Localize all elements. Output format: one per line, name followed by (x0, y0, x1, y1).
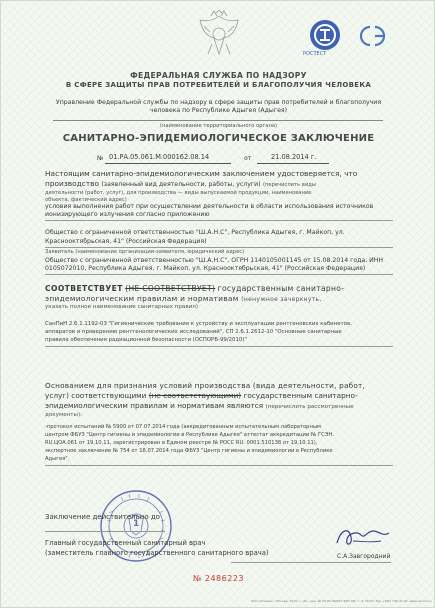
basis-conform: услуг) соответствующими (45, 391, 147, 400)
agency-line-2: В СФЕРЕ ЗАЩИТЫ ПРАВ ПОТРЕБИТЕЛЕЙ И БЛАГОПОЛУЧИЯ ЧЕЛОВЕКА (65, 81, 372, 89)
emblem-icon (194, 10, 244, 62)
compliance-rest-1: государственным санитарно- (217, 284, 345, 293)
validity-label: Заключение действительно до (45, 513, 160, 521)
applicant-caption: Заявитель (наименование организации-заявителя, юридический адрес) (45, 249, 245, 255)
se-icon (353, 23, 393, 49)
intro-line-2 (45, 179, 316, 188)
signer-name: С.А.Завгородний (337, 553, 391, 560)
serial-number: № 2486223 (193, 574, 244, 583)
intro-line-6: ионизирующего излучения согласно приложению (45, 211, 210, 218)
applicant-line-4: 0105072010, Республика Адыгея, г. Майкоп, ул. Краснооктябрьская, 41" (Российская Федерация) (45, 265, 366, 272)
protocol-line-3: RU.ЦОА.061 от 19.10.11, зарегистрирован в Едином реестре № РОСС RU. 0001.510138 от 19.10.11), (45, 440, 318, 446)
protocol-line-1: -протокол испытаний № 5900 от 07.07.2014 года (аккредитованным испытательным лабораторным (45, 424, 321, 430)
basis-line-1: Основанием для признания условий производства (вида деятельности, работ, (45, 381, 365, 390)
basis-rules: эпидемиологическим правилам и нормативам являются (45, 401, 264, 410)
rules-line-3: правила обеспечения радиационной безопасности (ОСПОРБ-99/2010)" (45, 337, 247, 343)
basis-note: (перечислить рассмотренные (265, 404, 354, 410)
document-title: САНИТАРНО-ЭПИДЕМИОЛОГИЧЕСКОЕ ЗАКЛЮЧЕНИЕ (62, 133, 375, 144)
agency-line-1: ФЕДЕРАЛЬНАЯ СЛУЖБА ПО НАДЗОРУ (130, 71, 307, 80)
intro-line-5: условия выполнения работ при осуществлении деятельности в области использования источников (45, 203, 374, 210)
basis-not-conform: (не соответствующими) (148, 391, 242, 400)
rules-line-2: аппаратов и проведению рентгенологических исследований", СП 2.6.1.2612-10 "Основные санитарные (45, 329, 342, 335)
basis-line-2 (45, 391, 358, 400)
compliance-rest-2: эпидемиологическим правилам и нормативам (45, 294, 239, 303)
basis-line-4: документы): (45, 412, 83, 418)
rostest-icon (309, 19, 341, 51)
compliance-line-2 (45, 294, 322, 303)
intro-line-3: деятельности (работ, услуг), для производства — виды выпускаемой продукции, наименование (45, 190, 312, 196)
intro-line-1: Настоящим санитарно-эпидемиологическим заключением удостоверяется, что (45, 169, 358, 178)
applicant-line-3: Общество с ограниченной ответственностью "Ш.А.Н.С", ОГРН 1140105001145 от 15.08.2014 года, ИНН (45, 257, 384, 264)
rostest-label: РОСТЕСТ (303, 51, 327, 57)
office-line-2: человека по Республике Адыгея (Адыгея) (149, 107, 288, 114)
intro-line-4: объекта, фактический адрес) (45, 197, 127, 203)
compliance-line-1 (45, 284, 344, 293)
protocol-line-5: Адыгея". (45, 456, 70, 462)
protocol-line-4: экспертное заключение № 754 от 18.07.2014 года ФБУЗ "Центр гигиены и эпидемиологии в Республике (45, 448, 333, 454)
protocol-line-2: центром ФБУЗ "Центр гигиены и эпидемиологии в Республике Адыгея" аттестат аккредитации № ГСЭН. (45, 432, 334, 438)
rules-line-1: СанПиН 2.6.1.1192-03 "Гигиенические требования к устройству и эксплуатации рентгеновских кабинетов, (45, 321, 352, 327)
certificate-date: 21.08.2014 г. (271, 153, 317, 161)
basis-line-3 (45, 401, 354, 410)
certificate-number: 01.РА.05.061.М.000162.08.14 (109, 153, 210, 161)
office-line-1: Управление Федеральной службы по надзору в сфере защиты прав потребителей и благополучия (55, 99, 382, 106)
production-word: производство (45, 179, 100, 188)
complies-label: СООТВЕТСТВУЕТ (45, 284, 123, 293)
seal-number: 1 (133, 519, 140, 529)
not-complies-label: (НЕ СООТВЕТСТВУЕТ) (125, 284, 216, 293)
chief-line-2: (заместитель главного государственного санитарного врача) (45, 549, 269, 557)
declared-activity-note: (заявленный вид деятельности, работы, услуги) (101, 181, 261, 188)
applicant-line-1: Общество с ограниченной ответственностью "Ш.А.Н.С", Республика Адыгея, г. Майкоп, ул. (45, 229, 345, 236)
office-caption: (наименование территориального органа) (159, 123, 278, 129)
compliance-rest-3: указать полное наименование санитарных правил) (45, 304, 199, 310)
list-types-note: (перечислить виды (262, 182, 316, 188)
number-prefix: № (97, 155, 104, 162)
chief-line-1: Главный государственный санитарный врач (45, 539, 206, 547)
date-from-label: от (244, 155, 252, 162)
compliance-note: (ненужное зачеркнуть, (241, 296, 322, 303)
applicant-line-2: Краснооктябрьская, 41" (Российская Федерация) (45, 238, 207, 245)
signature-icon (331, 519, 393, 553)
basis-state: государственным санитарно- (243, 391, 358, 400)
bottom-fine-print: ЗАО «Опцион», Москва, 2014 г., «Б», лиц. № 05-05-09/003 ФНС РФ, т. 3, 29-33, Тел. (495) 726-47-42, www.opcion.ru (251, 599, 432, 603)
